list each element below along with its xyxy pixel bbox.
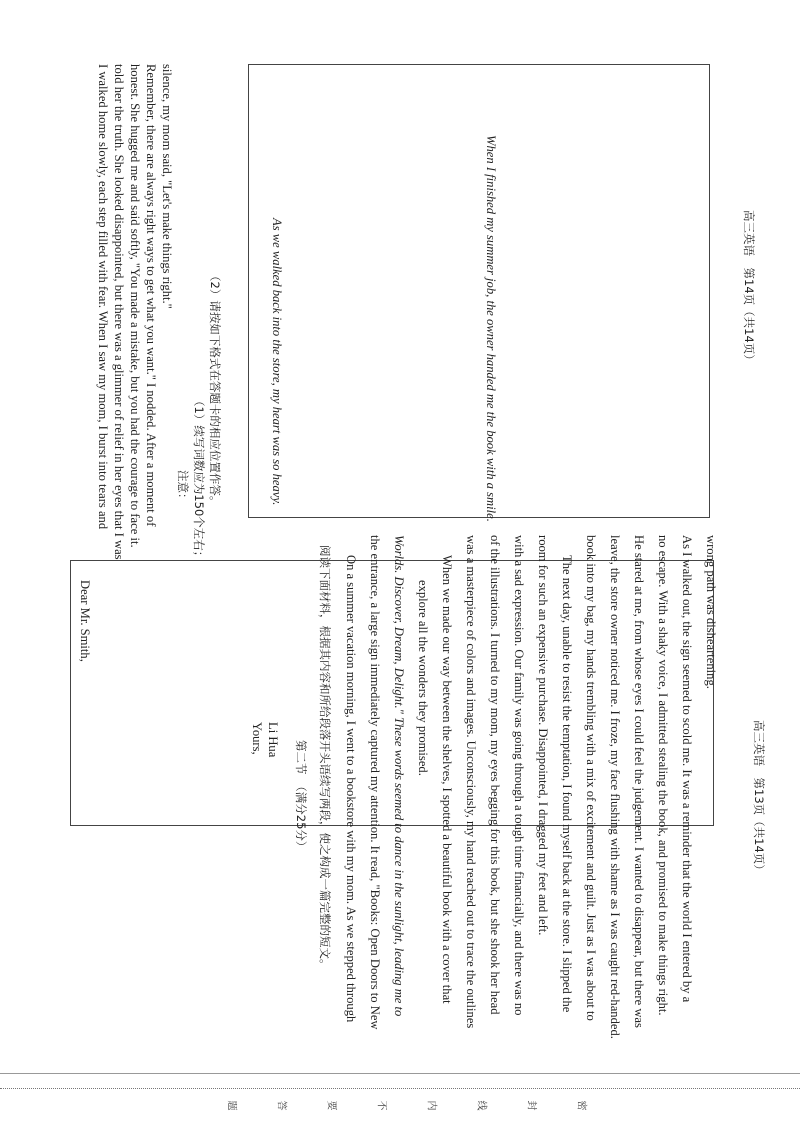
exam-page-spread: I walked home slowly, each step filled with fear. When I saw my mom, I burst into tears and told her the truth. She looked disappointed, but there was a glimmer of relief in her eyes that I was honest. She hugged me and said softly, "You made a mistake, but you had the courage to face it. Remember, there are always right ways to get what you want." I nodded. After a moment of silence, my mom said, "Let's make things right." 注意： （1）续写词数应为150个左右； （2）请按如下格式在答题卡的相应位置作答。 As we walked back into the store, my heart was so heavy. When I finished my summer job, the owner handed me the book with a smile. 高三英语 第14页（共14页） Dear Mr. Smith, Yours, Li Hua 第二节 （满分25分） 阅读下面材料，根据其内容和所给段落开头语续写两段，使之构成一篇完整的短文。 On a summer vacation morning, I went to a bookstore with my mom. As we stepped through the entrance, a large sign immediately captured my attention. It read, "Books: Open Doors to New Worlds. Discover, Dream, Delight." These words seemed to dance in the sunlight, leading me to explore all the wonders they promised. When we made our way between the shelves, I spotted a beautiful book with a cover that was a masterpiece of colors and images. Unconsciously, my hand reached out to trace the outlines of the illustrations. I turned to my mom, my eyes begging for this book, but she shook her head with a sad expression. Our family was going through a tough time financially, and there was no room for such an expensive purchase. Disappointed, I dragged my feet and left. The next day, unable to resist the temptation, I found myself back at the store. I slipped the book into my bag, my hands trembling with a mix of excitement and guilt. Just as I was about to leave, the store owner noticed me. I froze, my face flushing with shame as I was caught red-handed. He stared at me, from whose eyes I could feel the judgement. I wanted to disappear, but there was no escape. With a shaky voice, I admitted stealing the book, and promised to make things right. As I walked out, the sign seemed to scold me. It was a reminder that the world I entered by a wrong path was disheartening. 高三英语 第13页（共14页） 题 答 要 不 内 线 封 密 [0, 0, 800, 1132]
paragraph-line: Remember, there are always right ways to get what you want." I nodded. After a moment of [144, 64, 158, 527]
story-line: with a sad expression. Our family was going through a tough time financially, and there was no [512, 535, 526, 1016]
paragraph-line: honest. She hugged me and said softly, "You made a mistake, but you had the courage to face it. [128, 64, 142, 548]
note-item: （2）请按如下格式在答题卡的相应位置作答。 [208, 270, 222, 508]
story-line: was a masterpiece of colors and images. Unconsciously, my hand reached out to trace the outlines [464, 535, 478, 1029]
story-line: leave, the store owner noticed me. I froze, my face flushing with shame as I was caught red-handed. [608, 535, 622, 1039]
note-item: （1）续写词数应为150个左右； [192, 395, 206, 563]
letter-salutation: Dear Mr. Smith, [78, 580, 92, 662]
continuation-prompt-1: As we walked back into the store, my heart was so heavy. [270, 218, 284, 506]
story-line: When we made our way between the shelves, I spotted a beautiful book with a cover that [440, 555, 454, 1004]
story-line: Worlds. Discover, Dream, Delight." These words seemed to dance in the sunlight, leading me to [392, 535, 406, 1017]
notes-label: 注意： [176, 470, 190, 505]
story-line: of the illustrations. I turned to my mom, my eyes begging for this book, but she shook her head [488, 535, 502, 1015]
story-line: He stared at me, from whose eyes I could feel the judgement. I wanted to disappear, but there was [632, 535, 646, 1028]
instruction-text: 阅读下面材料，根据其内容和所给段落开头语续写两段，使之构成一篇完整的短文。 [318, 545, 332, 971]
letter-signature: Li Hua [266, 722, 280, 758]
story-line: room for such an expensive purchase. Disappointed, I dragged my feet and left. [536, 535, 550, 936]
paragraph-line: I walked home slowly, each step filled with fear. When I saw my mom, I burst into tears and [96, 64, 110, 530]
binding-dotted-line [0, 1088, 800, 1089]
story-line: On a summer vacation morning, I went to a bookstore with my mom. As we stepped through [344, 555, 358, 1023]
binding-rule [0, 1073, 800, 1074]
story-line: The next day, unable to resist the temptation, I found myself back at the store. I slipped the [560, 555, 574, 1013]
story-line: wrong path was disheartening. [704, 535, 718, 689]
story-line: no escape. With a shaky voice, I admitted stealing the book, and promised to make things right. [656, 535, 670, 1016]
story-line: As I walked out, the sign seemed to scold me. It was a reminder that the world I entered by a [680, 535, 694, 1003]
story-line: explore all the wonders they promised. [416, 580, 430, 776]
page-footer-13: 高三英语 第13页（共14页） [752, 720, 766, 876]
page-footer-14: 高三英语 第14页（共14页） [742, 210, 756, 366]
continuation-prompt-2: When I finished my summer job, the owner handed me the book with a smile. [484, 135, 498, 522]
letter-closing: Yours, [250, 722, 264, 755]
story-line: book into my bag, my hands trembling with a mix of excitement and guilt. Just as I was about to [584, 535, 598, 1021]
answer-box [248, 64, 710, 518]
paragraph-line: silence, my mom said, "Let's make things right." [160, 64, 174, 309]
story-line: the entrance, a large sign immediately captured my attention. It read, "Books: Open Doors to New [368, 535, 382, 1030]
section-heading: 第二节 （满分25分） [294, 740, 308, 853]
paragraph-line: told her the truth. She looked disappointed, but there was a glimmer of relief in her eyes that I was [112, 64, 126, 560]
